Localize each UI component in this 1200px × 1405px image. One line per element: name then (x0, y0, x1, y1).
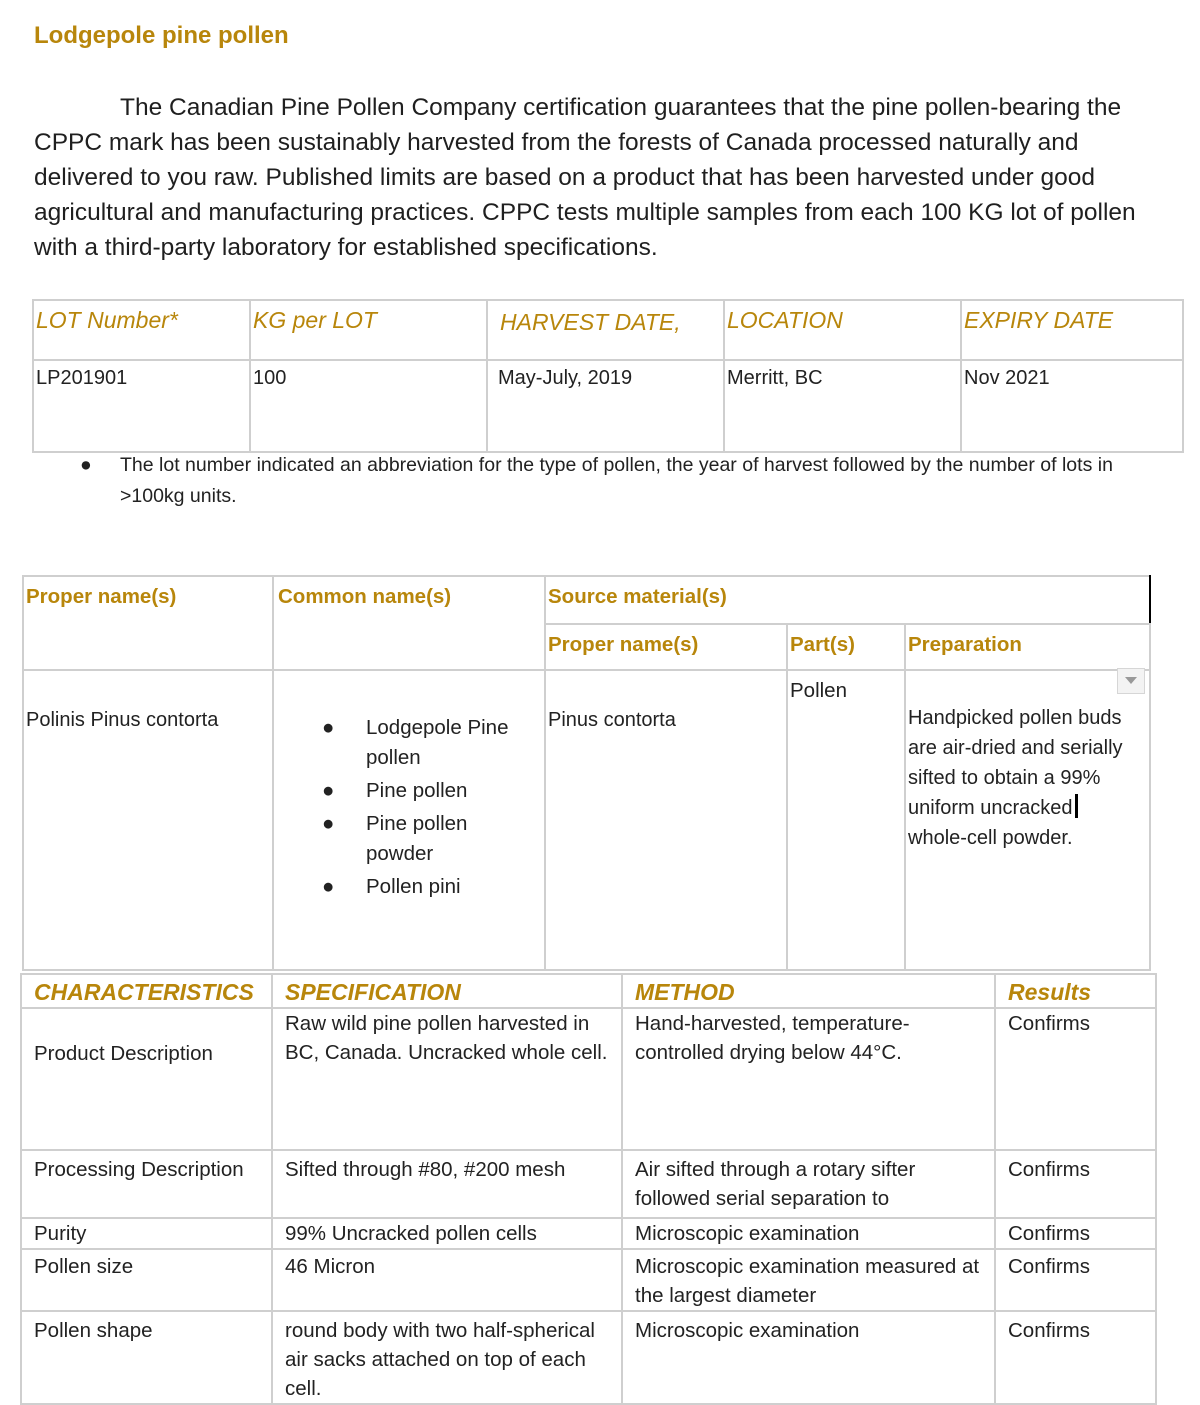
method-cell: Microscopic examination measured at the largest diameter (622, 1249, 995, 1311)
specification-cell: round body with two half-spherical air sacks attached on top of each cell. (272, 1311, 622, 1404)
result-cell: Confirms (995, 1008, 1156, 1150)
expiry-date-header: EXPIRY DATE (964, 307, 1114, 333)
list-item (276, 713, 526, 773)
specification-cell: Raw wild pine pollen harvested in BC, Canada. Uncracked whole cell. (272, 1008, 622, 1150)
common-name-text: Lodgepole Pine pollen (366, 716, 509, 769)
list-item (276, 776, 526, 806)
part-value: Pollen (787, 670, 905, 970)
lot-table (32, 299, 1184, 453)
lot-header-cell (33, 300, 250, 360)
lot-number-header: LOT Number* (36, 307, 178, 333)
characteristic-cell: Processing Description (21, 1150, 272, 1218)
characteristic-cell: Pollen shape (21, 1311, 272, 1404)
specification-cell: Sifted through #80, #200 mesh (272, 1150, 622, 1218)
harvest-date-header: HARVEST DATE, (500, 309, 681, 335)
document-title: Lodgepole pine pollen (34, 22, 289, 49)
names-header-cell (545, 576, 1150, 624)
method-cell: Hand-harvested, temperature-controlled drying below 44°C. (622, 1008, 995, 1150)
results-header: Results (995, 974, 1156, 1008)
expiry-date-value: Nov 2021 (961, 360, 1183, 452)
table-row (21, 1311, 1156, 1404)
names-header-cell (23, 576, 273, 670)
result-cell: Confirms (995, 1311, 1156, 1404)
list-item (276, 809, 526, 869)
bullet-icon: ● (80, 454, 92, 476)
names-table (22, 575, 1151, 971)
lot-note (80, 450, 1160, 512)
common-name-text: Pine pollen (366, 779, 468, 802)
characteristic-cell: Product Description (21, 1008, 272, 1150)
method-cell: Air sifted through a rotary sifter followed serial separation to (622, 1150, 995, 1218)
lot-table-header-row (33, 300, 1183, 360)
char-header-row (21, 974, 1156, 1008)
preparation-header: Preparation (908, 633, 1022, 657)
common-names-list (276, 713, 544, 902)
names-header-cell (787, 624, 905, 670)
dropdown-arrow-icon[interactable] (1117, 668, 1145, 694)
harvest-date-value: May-July, 2019 (487, 360, 724, 452)
table-row (21, 1249, 1156, 1311)
table-row (23, 670, 1150, 970)
result-cell: Confirms (995, 1150, 1156, 1218)
characteristic-cell: Pollen size (21, 1249, 272, 1311)
lot-header-cell (487, 300, 724, 360)
source-proper-name-header: Proper name(s) (548, 633, 699, 657)
table-row (21, 1008, 1156, 1150)
result-cell: Confirms (995, 1249, 1156, 1311)
parts-header: Part(s) (790, 633, 855, 657)
lot-header-cell (724, 300, 961, 360)
bullet-icon: ● (322, 779, 335, 802)
proper-names-header: Proper name(s) (26, 585, 177, 608)
kg-per-lot-header: KG per LOT (253, 307, 377, 333)
result-cell: Confirms (995, 1218, 1156, 1249)
list-item (276, 872, 526, 902)
common-name-text: Pollen pini (366, 875, 461, 898)
characteristics-header: CHARACTERISTICS (21, 974, 272, 1008)
common-names-cell (273, 670, 545, 970)
characteristics-table (20, 973, 1157, 1405)
common-names-header: Common name(s) (278, 585, 452, 608)
specification-cell: 99% Uncracked pollen cells (272, 1218, 622, 1249)
location-value: Merritt, BC (724, 360, 961, 452)
table-row (21, 1150, 1156, 1218)
common-name-text: Pine pollen powder (366, 812, 468, 865)
kg-per-lot-value: 100 (250, 360, 487, 452)
table-row (33, 360, 1183, 452)
bullet-icon: ● (322, 875, 335, 898)
names-header-row-1 (23, 576, 1150, 624)
method-header: METHOD (622, 974, 995, 1008)
preparation-text: Handpicked pollen buds are air-dried and serially sifted to obtain a 99% uniform uncracked (908, 707, 1123, 819)
table-row (21, 1218, 1156, 1249)
intro-paragraph: The Canadian Pine Pollen Company certification guarantees that the pine pollen-bearing the CPPC mark has been sustainably harvested from the forests of Canada processed naturally and delivered to you raw. Published limits are based on a product that has been harvested under good agricultural and manufacturing practices. CPPC tests multiple samples from each 100 KG lot of pollen with a third-party laboratory for established specifications. (34, 94, 1136, 261)
lot-note-text: The lot number indicated an abbreviation for the type of pollen, the year of harvest followed by the number of lots in >100kg units. (120, 454, 1113, 507)
method-cell: Microscopic examination (622, 1218, 995, 1249)
lot-header-cell (250, 300, 487, 360)
lot-header-cell (961, 300, 1183, 360)
bullet-icon: ● (322, 812, 335, 835)
names-header-cell (545, 624, 787, 670)
text-cursor (1075, 794, 1078, 818)
bullet-icon: ● (322, 716, 335, 739)
method-cell: Microscopic examination (622, 1311, 995, 1404)
source-proper-name-value: Pinus contorta (545, 670, 787, 970)
source-material-header: Source material(s) (548, 585, 727, 608)
proper-name-value: Polinis Pinus contorta (23, 670, 273, 970)
specification-header: SPECIFICATION (272, 974, 622, 1008)
names-header-cell (905, 624, 1150, 670)
preparation-text-end: whole-cell powder. (908, 827, 1073, 849)
characteristic-cell: Purity (21, 1218, 272, 1249)
preparation-cell (905, 670, 1150, 970)
specification-cell: 46 Micron (272, 1249, 622, 1311)
location-header: LOCATION (727, 307, 843, 333)
names-header-cell (273, 576, 545, 670)
lot-number-value: LP201901 (33, 360, 250, 452)
